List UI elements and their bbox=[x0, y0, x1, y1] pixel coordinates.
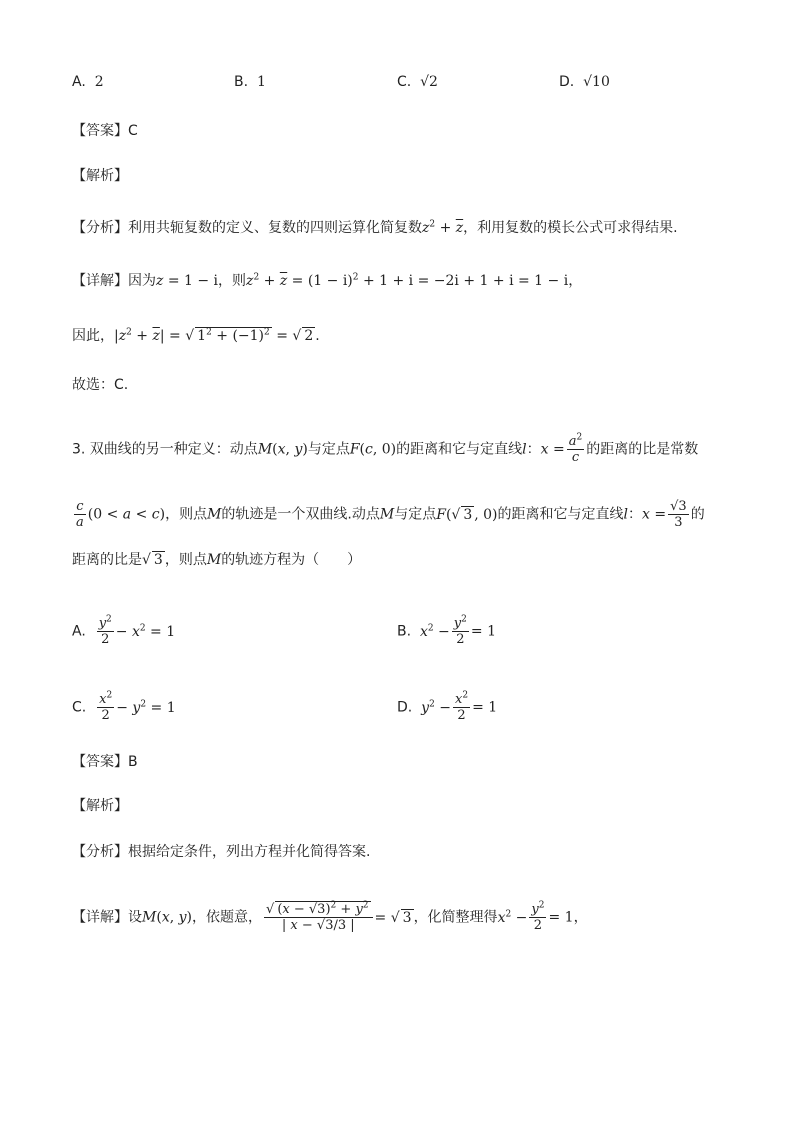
q3-fenxi: 【分析】根据给定条件，列出方程并化简得答案. bbox=[72, 844, 371, 860]
q2-fenxi: 【分析】利用共轭复数的定义、复数的四则运算化简复数$z^2 + \overline{z}$，利用复数的模长公式可求得结果. bbox=[72, 219, 678, 236]
q3-option-d: D. $y^2$ − $\frac{x^2}{2}$ = 1 bbox=[397, 690, 498, 723]
q3-stem-line1: 3. 双曲线的另一种定义：动点M(x, y)与定点F(c, 0)的距离和它与定直线l：x = $\frac{a^2}{c}$ 的距离的比是常数 bbox=[72, 432, 699, 465]
q2-answer: 【答案】C bbox=[72, 123, 138, 139]
option-a: A. 2 bbox=[72, 74, 104, 90]
q3-xiangjie: 【详解】设M(x, y)，依题意， $\frac{√ (x - √3)^2 + y^2}{| x - √3/3 |}$ = √ 3 ，化简整理得$x^2$ − $\frac{y^2}{2}$ = 1， bbox=[72, 900, 588, 933]
q3-option-c: C. $\frac{x^2}{2}$ − $y^2 = 1$ bbox=[72, 690, 176, 723]
option-b: B. 1 bbox=[234, 74, 266, 90]
q3-stem-line3: 距离的比是√ 3 ，则点M的轨迹方程为（ ） bbox=[72, 552, 362, 568]
q3-option-a: A. $\frac{y^2}{2}$ − $x^2 = 1$ bbox=[72, 614, 176, 647]
option-d: D. √10 bbox=[559, 74, 610, 90]
q2-choice: 故选：C. bbox=[72, 377, 129, 393]
q3-option-b: B. $x^2$ − $\frac{y^2}{2}$ = 1 bbox=[397, 614, 496, 647]
q3-stem-line2: $\frac{c}{a}$ (0 < a < c)，则点M的轨迹是一个双曲线.动点M与定点F(√ 3 , 0)的距离和它与定直线l：x = $\frac{√3}{3}$ 的 bbox=[76, 499, 705, 530]
q2-xiangjie: 【详解】因为z = 1 − i，则$z^2 + \overline{z} = (1 - i)^2 + 1 + i = -2i + 1 + i = 1 - i$， bbox=[72, 272, 583, 289]
q3-answer: 【答案】B bbox=[72, 754, 138, 770]
q3-analysis-heading: 【解析】 bbox=[72, 798, 128, 814]
q2-analysis-heading: 【解析】 bbox=[72, 168, 128, 184]
option-c: C. √2 bbox=[397, 74, 438, 90]
q2-modulus: 因此，$|z^2 + \overline{z}|$ = √ $1^2 + (-1)^2$ = √ 2 . bbox=[72, 327, 320, 344]
